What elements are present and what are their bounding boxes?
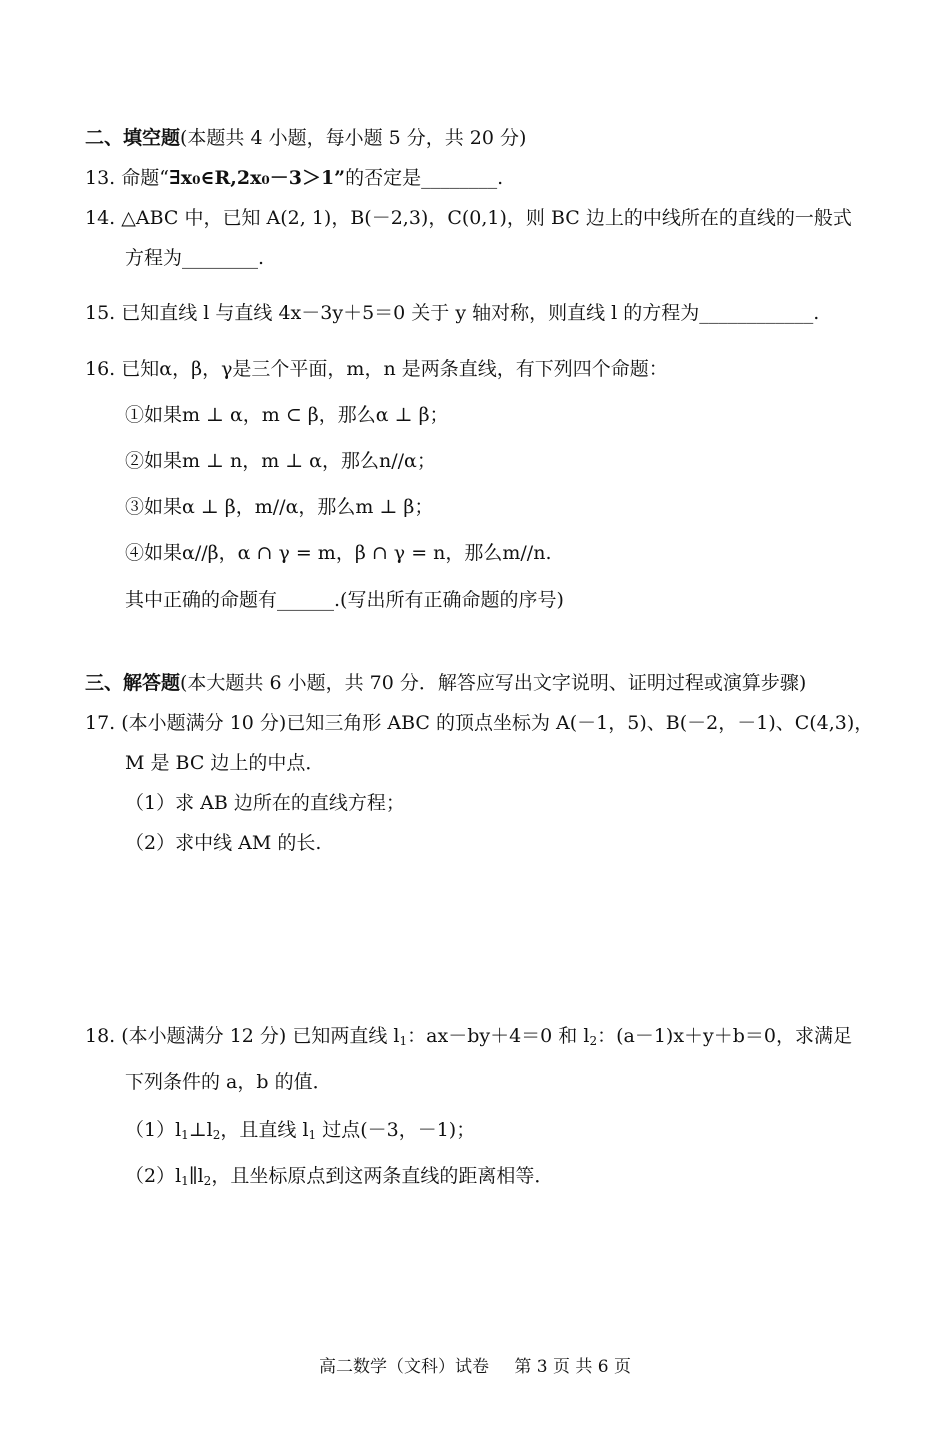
section-2-heading bbox=[85, 125, 526, 151]
proposition-2: ②如果m ⊥ n，m ⊥ α，那么n//α； bbox=[125, 450, 436, 472]
question-17-line-2: M 是 BC 边上的中点． bbox=[125, 752, 325, 774]
question-text-post: 的否定是________. bbox=[345, 167, 504, 189]
question-expression: ∃x₀∈R,2x₀－3＞1” bbox=[168, 167, 346, 189]
section-note: (本题共 4 小题，每小题 5 分，共 20 分) bbox=[180, 127, 527, 149]
subscript: 2 bbox=[203, 1174, 212, 1188]
question-text-a: (本小题满分 12 分) 已知两直线 l bbox=[121, 1025, 400, 1047]
section-title: 三、解答题 bbox=[85, 672, 181, 694]
page-footer bbox=[0, 1352, 950, 1377]
question-18-part-1 bbox=[125, 1117, 475, 1143]
part-text: （1）l bbox=[125, 1119, 182, 1141]
question-18-part-2 bbox=[125, 1163, 553, 1189]
footer-title: 高二数学（文科）试卷 bbox=[318, 1357, 489, 1377]
question-number: 15. bbox=[85, 302, 116, 324]
part-text: ⊥l bbox=[188, 1119, 213, 1141]
question-number: 14. bbox=[85, 207, 116, 229]
question-number: 18. bbox=[85, 1025, 116, 1047]
question-number: 16. bbox=[85, 358, 116, 380]
proposition-4: ④如果α//β，α ∩ γ = m，β ∩ γ = n，那么m//n. bbox=[125, 542, 552, 564]
question-text-b: ：ax－by＋4＝0 和 l bbox=[407, 1025, 590, 1047]
question-number: 17. bbox=[85, 712, 116, 734]
question-text-pre: 命题“ bbox=[121, 167, 169, 189]
question-18-line-2: 下列条件的 a，b 的值． bbox=[125, 1071, 332, 1093]
subscript: 1 bbox=[308, 1128, 317, 1142]
subscript: 2 bbox=[589, 1034, 598, 1048]
question-14 bbox=[85, 205, 852, 231]
subscript: 1 bbox=[181, 1174, 189, 1188]
part-text: ，且坐标原点到这两条直线的距离相等． bbox=[211, 1165, 554, 1187]
question-stem: 已知α，β，γ是三个平面，m，n 是两条直线，有下列四个命题： bbox=[121, 358, 668, 380]
subscript: 1 bbox=[399, 1034, 408, 1048]
footer-page-number: 第 3 页 共 6 页 bbox=[514, 1357, 632, 1377]
part-text: ，且直线 l bbox=[220, 1119, 309, 1141]
question-text: △ABC 中，已知 A(2, 1)，B(－2,3)，C(0,1)，则 BC 边上的中线所在的直线的一般式 bbox=[121, 207, 852, 229]
subscript: 2 bbox=[212, 1128, 221, 1142]
question-17-part-2: （2）求中线 AM 的长. bbox=[125, 832, 322, 854]
question-text: (本小题满分 10 分)已知三角形 ABC 的顶点坐标为 A(－1，5)、B(－2，－1)、C(4,3)， bbox=[121, 712, 874, 734]
question-text-c: ：(a－1)x＋y＋b＝0，求满足 bbox=[597, 1025, 853, 1047]
question-16 bbox=[85, 356, 668, 382]
question-text: 已知直线 l 与直线 4x－3y＋5＝0 关于 y 轴对称，则直线 l 的方程为____________. bbox=[121, 302, 820, 324]
question-15 bbox=[85, 300, 819, 326]
question-17-part-1: （1）求 AB 边所在的直线方程； bbox=[125, 792, 405, 814]
section-title: 二、填空题 bbox=[85, 127, 181, 149]
question-number: 13. bbox=[85, 167, 116, 189]
section-3-heading bbox=[85, 670, 806, 696]
question-17 bbox=[85, 710, 873, 736]
section-note: (本大题共 6 小题，共 70 分．解答应写出文字说明、证明过程或演算步骤) bbox=[180, 672, 807, 694]
part-text: （2）l bbox=[125, 1165, 182, 1187]
question-13 bbox=[85, 165, 503, 191]
part-text: 过点(－3，－1)； bbox=[316, 1119, 476, 1141]
proposition-3: ③如果α ⊥ β，m//α，那么m ⊥ β； bbox=[125, 496, 434, 518]
question-18 bbox=[85, 1023, 852, 1049]
subscript: 1 bbox=[181, 1128, 189, 1142]
question-14-line-2: 方程为________. bbox=[125, 247, 265, 269]
question-16-tail: 其中正确的命题有______.(写出所有正确命题的序号) bbox=[125, 589, 564, 611]
part-text: ∥l bbox=[188, 1165, 204, 1187]
proposition-1: ①如果m ⊥ α，m ⊂ β，那么α ⊥ β； bbox=[125, 404, 449, 426]
